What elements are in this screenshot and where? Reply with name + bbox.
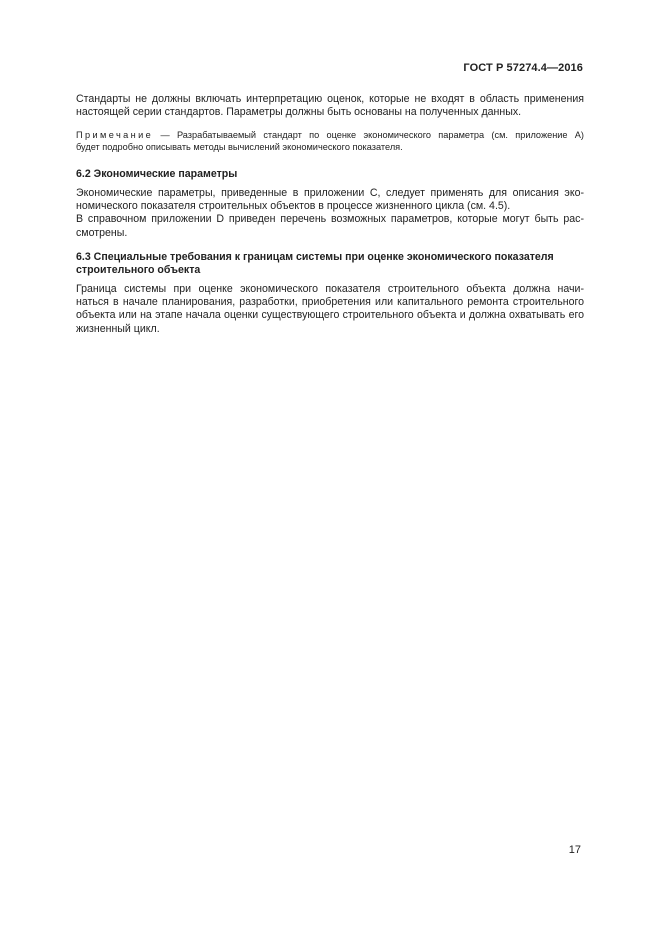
text-line: наться в начале планирования, разработки, приобретения или капитального ремонта строительного [76,295,584,308]
text-line: Граница системы при оценке экономического показателя строительного объекта должна начи- [76,282,584,295]
paragraph-6-2-1 [76,187,584,214]
section-heading-6-3 [76,251,584,278]
text-line: Экономические параметры, приведенные в приложении С, следует применять для описания эко- [76,186,584,199]
text-line: номического показателя строительных объектов в процессе жизненного цикла (см. 4.5). [76,200,511,213]
heading-line: 6.3 Специальные требования к границам системы при оценке экономического показателя [76,251,554,264]
note-line [76,129,584,141]
text-line: смотрены. [76,226,128,239]
page-number: 17 [568,844,581,856]
standard-header: ГОСТ Р 57274.4—2016 [463,62,583,74]
paragraph-6-3-1 [76,283,584,336]
text-line: Стандарты не должны включать интерпретацию оценок, которые не входят в область применения [76,93,584,105]
paragraph-scope [76,93,584,120]
text-line: жизненный цикл. [76,322,160,335]
heading-line: строительного объекта [76,264,201,277]
paragraph-6-2-2 [76,213,584,240]
page-content [76,93,584,336]
section-heading-6-2: 6.2 Экономические параметры [76,167,238,180]
note-label: Примечание [76,129,154,140]
note-text: — Разрабатываемый стандарт по оценке экономического параметра (см. приложение А) [153,129,584,140]
text-line: настоящей серии стандартов. Параметры должны быть основаны на полученных данных. [76,106,522,119]
text-line: объекта или на этапе начала оценки существующего строительного объекта и должна охватывать его [76,309,584,322]
text-line: В справочном приложении D приведен перечень возможных параметров, которые могут быть рас- [76,213,584,226]
note-block [76,129,584,153]
note-line: будет подробно описывать методы вычислений экономического показателя. [76,141,403,152]
